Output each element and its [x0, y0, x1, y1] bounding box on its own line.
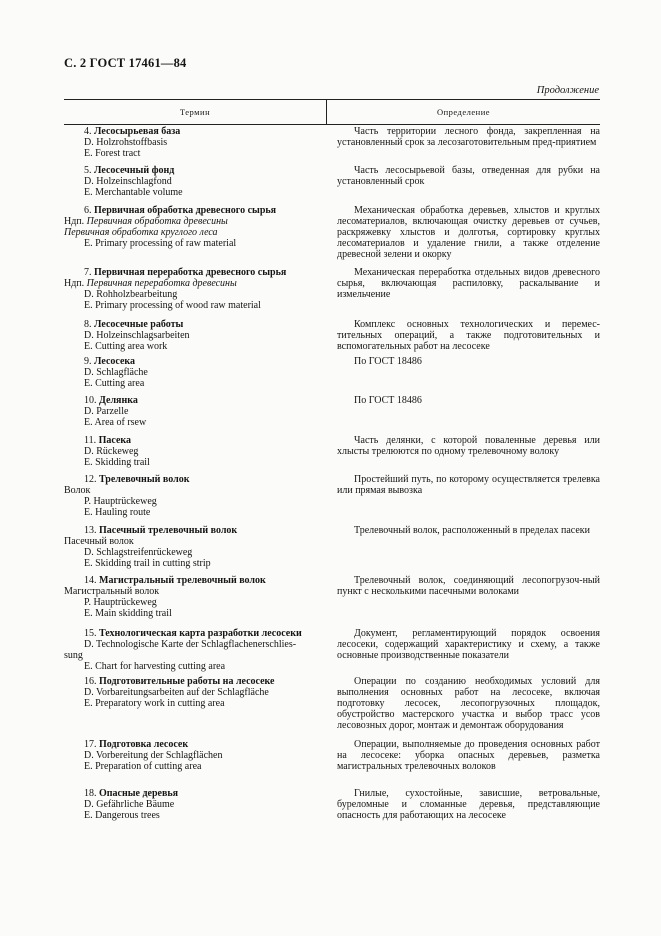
continuation-label: Продолжение	[536, 85, 599, 96]
term-cell	[64, 267, 334, 311]
term-name	[64, 575, 334, 586]
deprecated-synonym: Первичная переработка древесины	[86, 278, 237, 289]
definition-cell: Операции по созданию необходимых условий для выполнения основных работ на лесосеке, включая подготовку лесосек, лесопогрузочных площадок, обустройство мастерского участка и выбор трасс усов лесовозных дорог, монтаж и демонтаж оборудования	[337, 676, 600, 731]
term-number: 6.	[84, 205, 94, 216]
term-title: Технологическая карта разработки лесосеки	[99, 628, 302, 639]
term-cell	[64, 435, 334, 468]
deprecated-marker: Ндп.	[64, 278, 87, 289]
table-header	[64, 99, 600, 125]
term-title: Лесосека	[94, 356, 135, 367]
term-number: 8.	[84, 319, 94, 330]
definition-cell: По ГОСТ 18486	[354, 395, 422, 406]
page-header: С. 2 ГОСТ 17461—84	[64, 56, 187, 70]
term-number: 11.	[84, 435, 99, 446]
term-equivalent: E. Chart for harvesting cutting area	[84, 661, 226, 672]
term-title: Подготовка лесосек	[99, 739, 189, 750]
term-name	[64, 165, 334, 176]
definition-cell: Операции, выполняемые до проведения основных работ на лесосеке: уборка опасных деревьев, разметка магистральных трелевочных волоков	[337, 739, 600, 772]
term-name	[64, 788, 334, 799]
term-equivalent: Волок	[64, 485, 91, 496]
term-equivalent: D. Vorbereitung der Schlagflächen	[84, 750, 223, 761]
term-title: Лесосечный фонд	[94, 165, 175, 176]
term-equivalent: D. Rückeweg	[84, 446, 139, 457]
term-title: Первичная переработка древесного сырья	[94, 267, 287, 278]
term-equivalent: Магистральный волок	[64, 586, 160, 597]
term-cell	[64, 474, 334, 518]
definition-cell: Часть делянки, с которой поваленные деревья или хлысты трелюются по одному трелевочному волоку	[337, 435, 600, 457]
term-number: 4.	[84, 126, 94, 137]
term-name	[64, 356, 334, 367]
term-equivalent: D. Holzeinschlagsarbeiten	[84, 330, 190, 341]
term-equivalent: E. Preparatory work in cutting area	[84, 698, 225, 709]
definition-cell: Трелевочный волок, соединяющий лесопогрузоч-ный пункт с несколькими пасечными волоками	[337, 575, 600, 597]
term-number: 15.	[84, 628, 99, 639]
definition-cell: Часть лесосырьевой базы, отведенная для рубки на установленный срок	[337, 165, 600, 187]
term-number: 10.	[84, 395, 99, 406]
term-equivalent: sung	[64, 650, 83, 661]
term-title: Лесосырьевая база	[94, 126, 181, 137]
term-number: 16.	[84, 676, 99, 687]
term-title: Делянка	[99, 395, 138, 406]
term-name	[64, 435, 334, 446]
term-name	[64, 126, 334, 137]
term-name	[64, 267, 334, 278]
term-equivalent: D. Vorbareitungsarbeiten auf der Schlagfläche	[84, 687, 269, 698]
term-cell	[64, 628, 334, 672]
definition-cell: Гнилые, сухостойные, зависшие, ветровальные, буреломные и сломанные деревья, представляющие опасность для работающих на лесосеке	[337, 788, 600, 821]
term-equivalent: E. Main skidding trail	[84, 608, 172, 619]
column-header-definition: Определение	[436, 107, 491, 117]
term-name	[64, 628, 334, 639]
term-name	[64, 205, 334, 216]
term-equivalent: D. Rohholzbearbeitung	[84, 289, 178, 300]
term-number: 12.	[84, 474, 99, 485]
term-equivalent: D. Holzrohstoffbasis	[84, 137, 168, 148]
definition-cell: Простейший путь, по которому осуществляется трелевка или прямая вывозка	[337, 474, 600, 496]
term-title: Пасечный трелевочный волок	[99, 525, 238, 536]
term-equivalent: E. Skidding trail	[84, 457, 150, 468]
term-equivalent: E. Hauling route	[84, 507, 151, 518]
term-number: 13.	[84, 525, 99, 536]
term-number: 17.	[84, 739, 99, 750]
term-equivalent: Первичная обработка круглого леса	[64, 227, 218, 238]
term-title: Магистральный трелевочный волок	[99, 575, 266, 586]
term-equivalent: D. Parzelle	[84, 406, 129, 417]
term-equivalent: E. Merchantable volume	[84, 187, 183, 198]
term-equivalent: E. Primary processing of wood raw material	[84, 300, 261, 311]
term-name	[64, 676, 334, 687]
term-cell	[64, 676, 334, 709]
term-equivalent: E. Dangerous trees	[84, 810, 160, 821]
term-name	[64, 739, 334, 750]
term-equivalent: P. Hauptrückeweg	[84, 597, 157, 608]
term-equivalent	[64, 278, 334, 289]
definition-cell: Трелевочный волок, расположенный в пределах пасеки	[354, 525, 590, 536]
term-number: 9.	[84, 356, 94, 367]
term-equivalent: Пасечный волок	[64, 536, 134, 547]
term-cell	[64, 126, 334, 159]
terms-table	[64, 99, 600, 821]
term-equivalent: D. Technologische Karte der Schlagflachenerschlies-	[84, 639, 297, 650]
term-equivalent: D. Schlagstreifenrückeweg	[84, 547, 193, 558]
term-equivalent: E. Area of rsew	[84, 417, 147, 428]
term-number: 7.	[84, 267, 94, 278]
term-equivalent: P. Hauptrückeweg	[84, 496, 157, 507]
definition-cell: По ГОСТ 18486	[354, 356, 422, 367]
term-cell	[64, 395, 334, 428]
definition-cell: Механическая обработка деревьев, хлыстов и круглых лесоматериалов, включающая очистку деревьев от сучьев, раскряжевку хлыстов и долготья, сортировку круглых лесоматериалов и удаление гнили, а также отделение древесной зелени и окорку	[337, 205, 600, 260]
term-name	[64, 395, 334, 406]
term-number: 14.	[84, 575, 99, 586]
term-number: 5.	[84, 165, 94, 176]
term-cell	[64, 356, 334, 389]
deprecated-marker: Ндп.	[64, 216, 87, 227]
term-cell	[64, 165, 334, 198]
deprecated-synonym: Первичная обработка древесины	[86, 216, 228, 227]
term-title: Трелевочный волок	[99, 474, 190, 485]
term-equivalent	[64, 216, 334, 227]
term-equivalent: D. Schlagfläche	[84, 367, 148, 378]
term-title: Пасека	[98, 435, 132, 446]
definition-cell: Документ, регламентирующий порядок освоения лесосеки, содержащий характеристику и схему, а также основные производственные показатели	[337, 628, 600, 661]
term-cell	[64, 205, 334, 249]
term-title: Лесосечные работы	[94, 319, 184, 330]
term-title: Подготовительные работы на лесосеке	[99, 676, 275, 687]
term-cell	[64, 319, 334, 352]
column-header-term: Термин	[179, 107, 211, 117]
term-title: Опасные деревья	[99, 788, 179, 799]
term-name	[64, 474, 334, 485]
definition-cell: Механическая переработка отдельных видов древесного сырья, включающая распиловку, раскалывание и измельчение	[337, 267, 600, 300]
term-cell	[64, 788, 334, 821]
term-equivalent: E. Cutting area work	[84, 341, 168, 352]
term-name	[64, 319, 334, 330]
term-number: 18.	[84, 788, 99, 799]
term-equivalent: E. Preparation of cutting area	[84, 761, 202, 772]
term-equivalent: E. Cutting area	[84, 378, 145, 389]
term-name	[64, 525, 334, 536]
term-equivalent: E. Forest tract	[84, 148, 141, 159]
term-equivalent: D. Gefährliche Bäume	[84, 799, 175, 810]
definition-cell: Часть территории лесного фонда, закрепленная на установленный срок за лесозаготовительным пред-приятием	[337, 126, 600, 148]
term-cell	[64, 525, 334, 569]
term-equivalent: D. Holzeinschlagfond	[84, 176, 172, 187]
term-cell	[64, 739, 334, 772]
term-title: Первичная обработка древесного сырья	[94, 205, 277, 216]
term-equivalent: E. Primary processing of raw material	[84, 238, 237, 249]
definition-cell: Комплекс основных технологических и перемес-тительных операций, а также подготовительных и вспомогательных работ на лесосеке	[337, 319, 600, 352]
term-equivalent: E. Skidding trail in cutting strip	[84, 558, 211, 569]
term-cell	[64, 575, 334, 619]
